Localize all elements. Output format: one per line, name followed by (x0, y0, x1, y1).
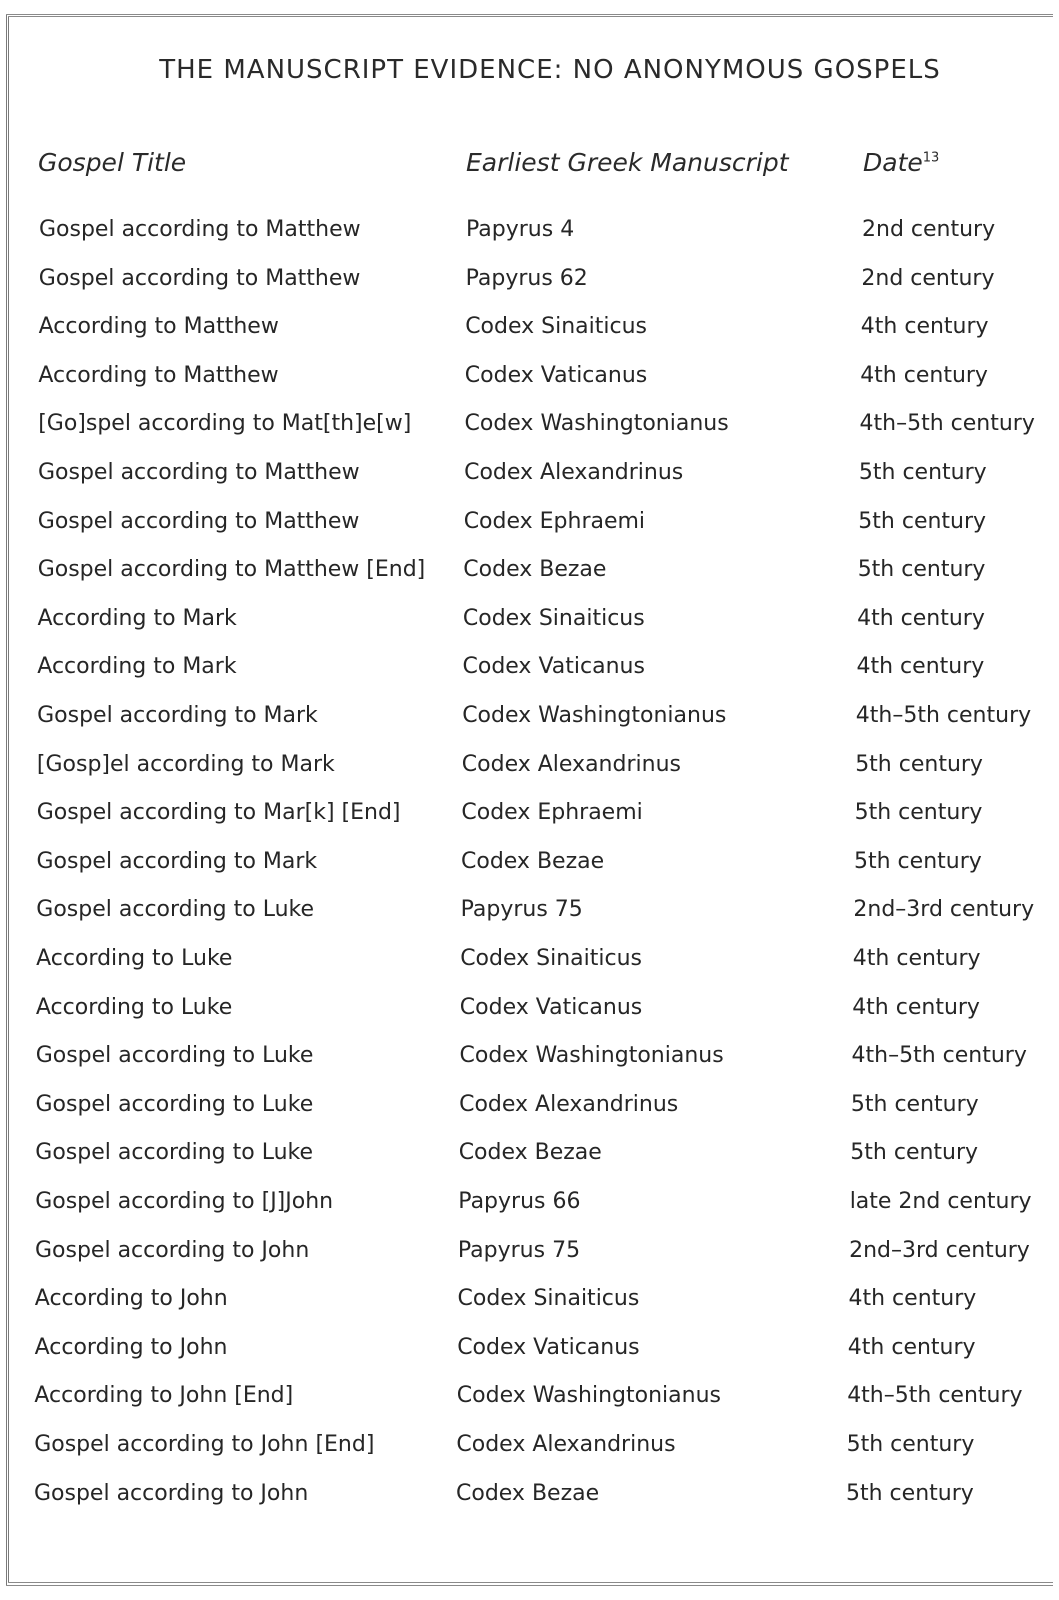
manuscript-cell: Codex Sinaiticus (460, 946, 642, 971)
table-row (0, 749, 1059, 789)
date-cell: 5th century (850, 1140, 979, 1166)
manuscript-cell: Papyrus 4 (466, 217, 575, 242)
page-title: THE MANUSCRIPT EVIDENCE: NO ANONYMOUS GOSPELS (159, 55, 941, 85)
manuscript-cell: Codex Washingtonianus (459, 1043, 724, 1069)
date-cell: 4th–5th century (859, 411, 1035, 437)
table-row (0, 943, 1059, 983)
footnote-marker: 13 (922, 150, 940, 166)
manuscript-cell: Codex Sinaiticus (462, 605, 645, 631)
table-row (0, 603, 1059, 643)
table-row (0, 700, 1059, 740)
manuscript-cell: Codex Bezae (463, 557, 607, 583)
gospel-title-cell: According to John [End] (34, 1383, 294, 1409)
gospel-title-cell: Gospel according to Mark (36, 848, 318, 874)
gospel-title-cell: According to Mark (37, 605, 237, 631)
manuscript-cell: Codex Ephraemi (461, 800, 643, 826)
manuscript-cell: Codex Vaticanus (459, 994, 643, 1020)
manuscript-cell: Papyrus 75 (460, 897, 583, 923)
header-date-label: Date (863, 148, 923, 177)
date-cell: 4th–5th century (851, 1043, 1027, 1069)
gospel-title-cell: Gospel according to John [End] (34, 1432, 375, 1457)
date-cell: 4th–5th century (855, 703, 1032, 728)
manuscript-cell: Codex Bezae (458, 1140, 602, 1166)
date-cell: 5th century (858, 460, 987, 485)
table-row (0, 457, 1059, 497)
gospel-title-cell: Gospel according to Matthew (38, 265, 361, 291)
table-row (0, 1283, 1059, 1323)
manuscript-cell: Codex Ephraemi (463, 508, 646, 534)
date-cell: 5th century (850, 1091, 979, 1117)
date-cell: 4th century (857, 605, 985, 631)
manuscript-cell: Codex Alexandrinus (459, 1091, 679, 1117)
date-cell: 5th century (854, 848, 982, 874)
manuscript-cell: Codex Bezae (456, 1480, 600, 1506)
gospel-title-cell: [Go]spel according to Mat[th]e[w] (38, 411, 412, 437)
table-row (0, 1137, 1059, 1177)
gospel-title-cell: Gospel according to Luke (36, 897, 315, 923)
table-row (0, 894, 1059, 934)
date-cell: 4th century (848, 1286, 977, 1312)
manuscript-cell: Papyrus 75 (457, 1237, 581, 1263)
table-row (0, 1089, 1059, 1129)
header-earliest-manuscript: Earliest Greek Manuscript (466, 148, 789, 177)
date-cell: 5th century (857, 557, 986, 583)
date-cell: 5th century (854, 800, 983, 826)
gospel-title-cell: Gospel according to John (34, 1480, 309, 1506)
date-cell: 2nd century (861, 265, 995, 291)
gospel-title-cell: Gospel according to Mark (37, 703, 318, 728)
table-row (0, 992, 1059, 1032)
table-row (0, 1186, 1059, 1226)
table-row (0, 846, 1059, 886)
date-cell: 2nd century (862, 217, 996, 242)
gospel-title-cell: According to Luke (35, 994, 233, 1020)
date-cell: late 2nd century (849, 1189, 1032, 1214)
gospel-title-cell: According to Luke (36, 946, 233, 971)
gospel-title-cell: Gospel according to Matthew (37, 508, 360, 534)
manuscript-cell: Codex Washingtonianus (456, 1383, 721, 1409)
table-row (0, 797, 1059, 837)
gospel-title-cell: According to John (34, 1334, 228, 1360)
gospel-title-cell: [Gosp]el according to Mark (36, 751, 335, 777)
gospel-title-cell: Gospel according to Luke (35, 1043, 314, 1069)
table-row (0, 1235, 1059, 1275)
gospel-title-cell: According to John (34, 1286, 228, 1312)
manuscript-cell: Codex Washingtonianus (462, 703, 727, 728)
gospel-title-cell: Gospel according to Luke (35, 1140, 314, 1166)
table-row (0, 651, 1059, 691)
date-cell: 2nd–3rd century (853, 897, 1035, 923)
date-cell: 4th century (852, 946, 981, 971)
gospel-title-cell: Gospel according to Matthew [End] (37, 557, 426, 583)
date-cell: 4th century (852, 994, 980, 1020)
table-row (0, 554, 1059, 594)
gospel-title-cell: According to Matthew (38, 362, 279, 388)
gospel-title-cell: Gospel according to Matthew (39, 217, 361, 242)
gospel-title-cell: Gospel according to [J]John (35, 1189, 334, 1214)
manuscript-cell: Codex Bezae (461, 848, 605, 874)
gospel-title-cell: Gospel according to Mar[k] [End] (36, 800, 401, 826)
table-row (0, 360, 1059, 400)
date-cell: 4th century (847, 1334, 976, 1360)
gospel-title-cell: Gospel according to Matthew (38, 460, 360, 485)
table-row (0, 1332, 1059, 1372)
table-row (0, 506, 1059, 546)
gospel-title-cell: According to Mark (37, 654, 237, 680)
header-gospel-title: Gospel Title (38, 148, 187, 177)
date-cell: 5th century (858, 508, 987, 534)
manuscript-cell: Codex Washingtonianus (464, 411, 729, 437)
date-cell: 4th century (856, 654, 985, 680)
manuscript-cell: Codex Alexandrinus (456, 1432, 676, 1457)
date-cell: 5th century (846, 1432, 975, 1457)
date-cell: 4th century (860, 362, 988, 388)
gospel-title-cell: Gospel according to John (35, 1237, 310, 1263)
table-row (0, 1380, 1059, 1420)
date-cell: 2nd–3rd century (849, 1237, 1030, 1263)
manuscript-cell: Codex Vaticanus (462, 654, 645, 680)
table-row (0, 408, 1059, 448)
table-row (0, 214, 1059, 254)
manuscript-cell: Codex Alexandrinus (464, 460, 684, 485)
manuscript-cell: Codex Vaticanus (457, 1334, 640, 1360)
manuscript-cell: Codex Sinaiticus (465, 314, 647, 340)
manuscript-cell: Papyrus 66 (458, 1189, 581, 1214)
date-cell: 4th century (860, 314, 989, 340)
table-row (0, 1429, 1059, 1469)
table-row (0, 1478, 1059, 1518)
gospel-title-cell: According to Matthew (38, 314, 279, 340)
manuscript-cell: Codex Vaticanus (464, 362, 648, 388)
date-cell: 4th–5th century (847, 1383, 1023, 1409)
table-row (0, 1040, 1059, 1080)
manuscript-cell: Codex Alexandrinus (461, 751, 681, 777)
gospel-title-cell: Gospel according to Luke (35, 1091, 314, 1117)
manuscript-cell: Papyrus 62 (465, 265, 588, 291)
date-cell: 5th century (846, 1480, 974, 1506)
table-row (0, 311, 1059, 351)
date-cell: 5th century (855, 751, 983, 777)
manuscript-cell: Codex Sinaiticus (457, 1286, 640, 1312)
table-row (0, 263, 1059, 303)
